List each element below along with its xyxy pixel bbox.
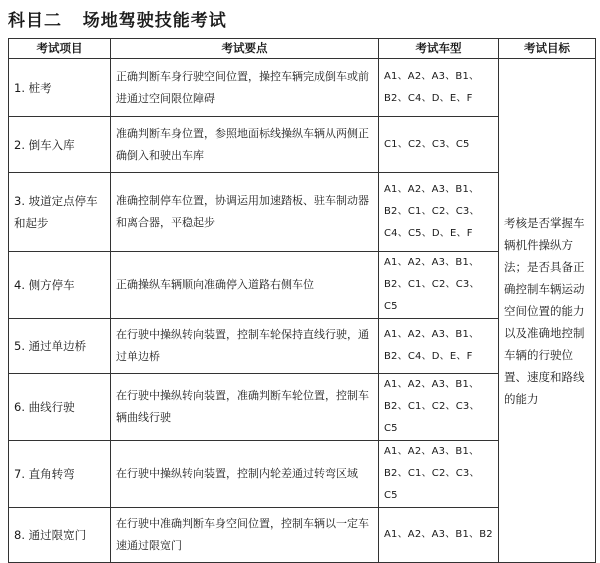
header-item: 考试项目 [9, 39, 111, 59]
vehicles-cell: C1、C2、C3、C5 [379, 117, 499, 173]
points-cell: 在行驶中操纵转向装置，控制内轮差通过转弯区域 [111, 441, 379, 508]
item-cell: 6. 曲线行驶 [9, 374, 111, 441]
exam-table [8, 38, 596, 563]
header-points: 考试要点 [111, 39, 379, 59]
item-cell: 7. 直角转弯 [9, 441, 111, 508]
points-cell: 在行驶中准确判断车身空间位置，控制车辆以一定车速通过限宽门 [111, 508, 379, 563]
item-cell: 2. 倒车入库 [9, 117, 111, 173]
item-cell: 4. 侧方停车 [9, 252, 111, 319]
item-cell: 8. 通过限宽门 [9, 508, 111, 563]
points-cell: 在行驶中操纵转向装置，准确判断车轮位置，控制车辆曲线行驶 [111, 374, 379, 441]
vehicles-cell: A1、A2、A3、B1、B2、C4、D、E、F [379, 59, 499, 117]
vehicles-cell: A1、A2、A3、B1、B2、C1、C2、C3、C5 [379, 252, 499, 319]
page-title: 科目二 场地驾驶技能考试 [8, 11, 227, 31]
points-cell: 正确判断车身行驶空间位置，操控车辆完成倒车或前进通过空间限位障碍 [111, 59, 379, 117]
vehicles-cell: A1、A2、A3、B1、B2、C1、C2、C3、C4、C5、D、E、F [379, 173, 499, 252]
vehicles-cell: A1、A2、A3、B1、B2、C1、C2、C3、C5 [379, 441, 499, 508]
header-goal: 考试目标 [499, 39, 596, 59]
item-cell: 1. 桩考 [9, 59, 111, 117]
item-cell: 5. 通过单边桥 [9, 319, 111, 374]
vehicles-cell: A1、A2、A3、B1、B2、C4、D、E、F [379, 319, 499, 374]
points-cell: 准确控制停车位置，协调运用加速踏板、驻车制动器和离合器，平稳起步 [111, 173, 379, 252]
vehicles-cell: A1、A2、A3、B1、B2、C1、C2、C3、C5 [379, 374, 499, 441]
points-cell: 在行驶中操纵转向装置，控制车轮保持直线行驶，通过单边桥 [111, 319, 379, 374]
table-row [9, 59, 596, 117]
item-cell: 3. 坡道定点停车和起步 [9, 173, 111, 252]
goal-cell: 考核是否掌握车辆机件操纵方法；是否具备正确控制车辆运动空间位置的能力以及准确地控制车辆的行驶位置、速度和路线的能力 [499, 59, 596, 563]
points-cell: 正确操纵车辆顺向准确停入道路右侧车位 [111, 252, 379, 319]
vehicles-cell: A1、A2、A3、B1、B2 [379, 508, 499, 563]
header-vehicles: 考试车型 [379, 39, 499, 59]
table-header-row [9, 39, 596, 59]
points-cell: 准确判断车身位置，参照地面标线操纵车辆从两侧正确倒入和驶出车库 [111, 117, 379, 173]
